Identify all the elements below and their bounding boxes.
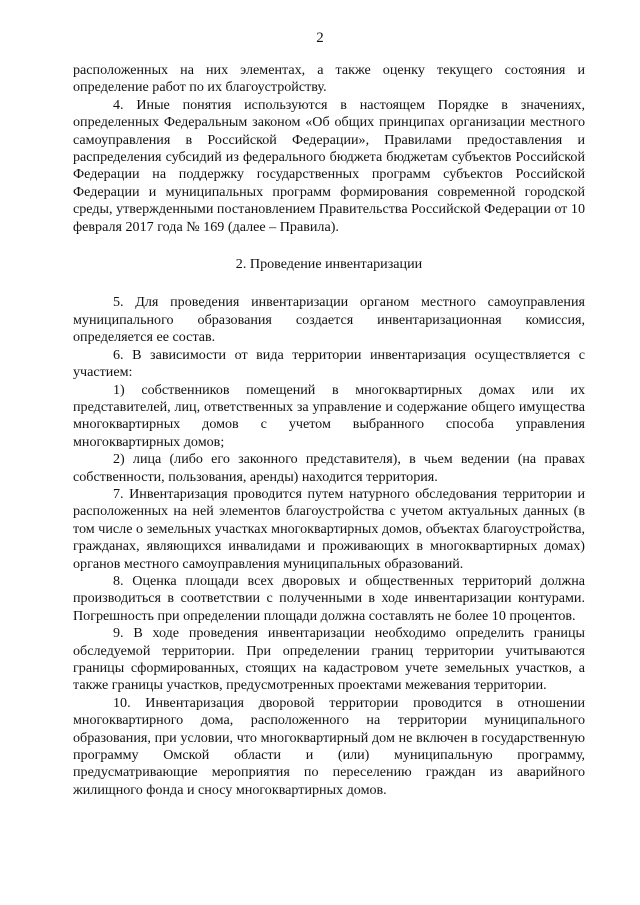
section-title: 2. Проведение инвентаризации <box>235 256 423 273</box>
paragraph-continuation: расположенных на них элементах, а также оценку текущего состояния и определение работ по их благоустройству. <box>73 62 585 96</box>
document-body <box>73 62 585 799</box>
paragraph-10: 10. Инвентаризация дворовой территории проводится в отношении многоквартирного дома, расположенного на территории муниципального образования, при условии, что многоквартирный дом не включен в государственную программу Омской области и (или) муниципальную программу, предусматривающие мероприятия по переселению граждан из аварийного жилищного фонда и сносу многоквартирных домов. <box>73 694 585 798</box>
paragraph-8: 8. Оценка площади всех дворовых и общественных территорий должна производиться в соответствии с полученными в ходе инвентаризации контурами. Погрешность при определении площади должна составлять не более 10 процентов. <box>73 572 585 624</box>
paragraph-6-item-2: 2) лица (либо его законного представителя), в чьем ведении (на правах собственности, пользования, аренды) находится территория. <box>73 451 585 485</box>
paragraph-9: 9. В ходе проведения инвентаризации необходимо определить границы обследуемой территории. При определении границ территории учитываются границы сформированных, стоящих на кадастровом учете земельных участков, а также границы участков, предусмотренных проектами межевания территории. <box>73 625 585 694</box>
page-number: 2 <box>316 30 324 46</box>
paragraph-6: 6. В зависимости от вида территории инвентаризация осуществляется с участием: <box>73 346 585 381</box>
paragraph-5: 5. Для проведения инвентаризации органом местного самоуправления муниципального образования создается инвентаризационная комиссия, определяется ее состав. <box>73 294 585 346</box>
paragraph-6-item-1: 1) собственников помещений в многоквартирных домах или их представителей, лиц, ответственных за управление и содержание общего имущества многоквартирных домов с учетом выбранного способа управления многоквартирных домов; <box>73 381 585 450</box>
paragraph-7: 7. Инвентаризация проводится путем натурного обследования территории и расположенных на ней элементов благоустройства с учетом актуальных данных (в том числе о земельных участках многоквартирных домов, объектах благоустройства, гражданах, являющихся инвалидами и проживающих в многоквартирных домах) органов местного самоуправления муниципальных образований. <box>73 485 585 572</box>
paragraph-4: 4. Иные понятия используются в настоящем Порядке в значениях, определенных Федеральным законом «Об общих принципах организации местного самоуправления в Российской Федерации», Правилами предоставления и распределения субсидий из федерального бюджета бюджетам субъектов Российской Федерации на поддержку государственных программ субъектов Российской Федерации и муниципальных программ формирования современной городской среды, утвержденными постановлением Правительства Российской Федерации от 10 февраля 2017 года № 169 (далее – Правила). <box>73 96 585 235</box>
